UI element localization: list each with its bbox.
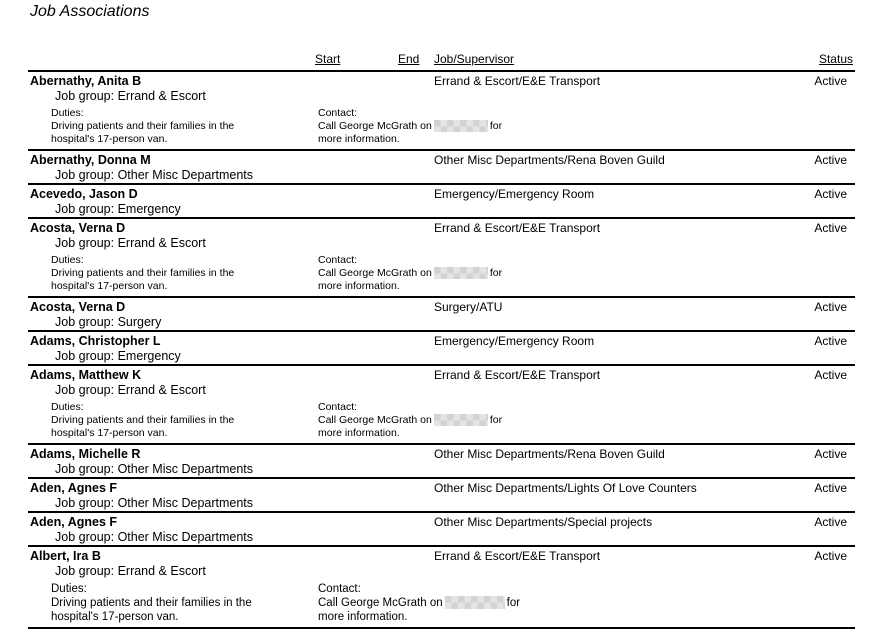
- person-name: Abernathy, Donna M: [30, 153, 151, 167]
- duties-text-line1: Driving patients and their families in the: [51, 120, 235, 132]
- job-group-line: [30, 496, 855, 511]
- job-group-line: [30, 168, 855, 183]
- contact-text-line2: more information.: [318, 280, 400, 292]
- job-group-label: Job group:: [55, 168, 115, 182]
- duties-column: [30, 582, 318, 624]
- job-group-label: Job group:: [55, 496, 115, 510]
- job-group-line: [30, 315, 855, 330]
- job-group-value: Errand & Escort: [117, 89, 206, 103]
- column-header-end: End: [398, 52, 420, 66]
- job-group-value: Errand & Escort: [117, 236, 206, 250]
- job-group-value: Other Misc Departments: [117, 496, 254, 510]
- redacted-phone-block: [434, 120, 488, 132]
- table-body: [28, 72, 855, 629]
- status-value: Active: [814, 221, 847, 235]
- duties-text-line1: Driving patients and their families in the: [51, 267, 235, 279]
- table-row: [28, 366, 855, 445]
- table-row: [28, 151, 855, 185]
- job-group-value: Other Misc Departments: [117, 462, 254, 476]
- contact-after-redaction: for: [489, 120, 503, 132]
- column-header-start: Start: [315, 52, 341, 66]
- contact-text-line1: [318, 120, 855, 133]
- status-value: Active: [814, 187, 847, 201]
- status-value: Active: [814, 153, 847, 167]
- contact-text-line2: more information.: [318, 133, 400, 145]
- job-group-label: Job group:: [55, 89, 115, 103]
- duties-column: [30, 254, 318, 293]
- table-row: [28, 332, 855, 366]
- job-supervisor-value: Errand & Escort/E&E Transport: [434, 74, 601, 88]
- contact-text-line1: [318, 414, 855, 427]
- person-name: Adams, Matthew K: [30, 368, 142, 382]
- job-supervisor-value: Other Misc Departments/Rena Boven Guild: [434, 447, 665, 461]
- job-group-label: Job group:: [55, 236, 115, 250]
- contact-before-redaction: Call George McGrath on: [318, 414, 432, 426]
- details-block: [30, 254, 855, 293]
- contact-text-line2: more information.: [318, 611, 408, 623]
- contact-column: [318, 254, 855, 293]
- contact-before-redaction: Call George McGrath on: [318, 597, 443, 609]
- person-name: Albert, Ira B: [30, 549, 101, 563]
- table-row: [28, 479, 855, 513]
- job-group-line: [30, 383, 855, 398]
- contact-text-line1: [318, 267, 855, 280]
- table-row: [28, 219, 855, 298]
- status-value: Active: [814, 300, 847, 314]
- job-supervisor-value: Other Misc Departments/Special projects: [434, 515, 653, 529]
- job-group-label: Job group:: [55, 349, 115, 363]
- job-group-line: [30, 564, 855, 579]
- contact-label: Contact:: [318, 254, 358, 266]
- duties-text-line2: hospital's 17-person van.: [51, 280, 168, 292]
- contact-after-redaction: for: [506, 597, 521, 609]
- contact-before-redaction: Call George McGrath on: [318, 120, 432, 132]
- table-row: [28, 513, 855, 547]
- status-value: Active: [814, 447, 847, 461]
- person-name: Adams, Michelle R: [30, 447, 141, 461]
- job-group-label: Job group:: [55, 383, 115, 397]
- job-group-value: Other Misc Departments: [117, 530, 254, 544]
- duties-label: Duties:: [51, 401, 84, 413]
- duties-text-line2: hospital's 17-person van.: [51, 133, 168, 145]
- contact-after-redaction: for: [489, 267, 503, 279]
- job-group-line: [30, 89, 855, 104]
- job-group-value: Errand & Escort: [117, 383, 206, 397]
- report-page: [0, 3, 880, 629]
- status-value: Active: [814, 481, 847, 495]
- contact-text-line2: more information.: [318, 427, 400, 439]
- table-header-row: [28, 52, 855, 72]
- job-group-label: Job group:: [55, 202, 115, 216]
- job-group-line: [30, 202, 855, 217]
- job-group-value: Emergency: [117, 349, 181, 363]
- job-group-value: Emergency: [117, 202, 181, 216]
- details-block: [30, 582, 855, 624]
- job-group-label: Job group:: [55, 462, 115, 476]
- contact-before-redaction: Call George McGrath on: [318, 267, 432, 279]
- contact-label: Contact:: [318, 401, 358, 413]
- duties-label: Duties:: [51, 254, 84, 266]
- table-row: [28, 547, 855, 629]
- contact-label: Contact:: [318, 583, 361, 595]
- job-supervisor-value: Other Misc Departments/Lights Of Love Counters: [434, 481, 697, 495]
- job-group-value: Other Misc Departments: [117, 168, 254, 182]
- duties-column: [30, 401, 318, 440]
- duties-text-line1: Driving patients and their families in the: [51, 414, 235, 426]
- details-block: [30, 107, 855, 146]
- job-group-line: [30, 530, 855, 545]
- job-supervisor-value: Emergency/Emergency Room: [434, 334, 595, 348]
- job-group-value: Surgery: [117, 315, 162, 329]
- status-value: Active: [814, 515, 847, 529]
- person-name: Aden, Agnes F: [30, 515, 118, 529]
- column-header-job-supervisor: Job/Supervisor: [434, 52, 515, 66]
- person-name: Acevedo, Jason D: [30, 187, 138, 201]
- redacted-phone-block: [445, 596, 505, 609]
- job-group-line: [30, 236, 855, 251]
- status-value: Active: [814, 74, 847, 88]
- job-group-line: [30, 349, 855, 364]
- table-row: [28, 445, 855, 479]
- job-group-label: Job group:: [55, 315, 115, 329]
- table-row: [28, 72, 855, 151]
- person-name: Acosta, Verna D: [30, 300, 126, 314]
- redacted-phone-block: [434, 267, 488, 279]
- job-supervisor-value: Emergency/Emergency Room: [434, 187, 595, 201]
- duties-text-line2: hospital's 17-person van.: [51, 427, 168, 439]
- duties-column: [30, 107, 318, 146]
- table-row: [28, 185, 855, 219]
- person-name: Acosta, Verna D: [30, 221, 126, 235]
- job-group-label: Job group:: [55, 564, 115, 578]
- job-group-value: Errand & Escort: [117, 564, 206, 578]
- details-block: [30, 401, 855, 440]
- status-value: Active: [814, 334, 847, 348]
- duties-label: Duties:: [51, 107, 84, 119]
- contact-column: [318, 582, 855, 624]
- contact-text-line1: [318, 596, 855, 610]
- contact-column: [318, 107, 855, 146]
- redacted-phone-block: [434, 414, 488, 426]
- contact-label: Contact:: [318, 107, 358, 119]
- job-supervisor-value: Errand & Escort/E&E Transport: [434, 221, 601, 235]
- job-supervisor-value: Errand & Escort/E&E Transport: [434, 368, 601, 382]
- status-value: Active: [814, 549, 847, 563]
- duties-text-line1: Driving patients and their families in the: [51, 597, 252, 609]
- table-row: [28, 298, 855, 332]
- duties-text-line2: hospital's 17-person van.: [51, 611, 179, 623]
- status-value: Active: [814, 368, 847, 382]
- contact-column: [318, 401, 855, 440]
- job-supervisor-value: Other Misc Departments/Rena Boven Guild: [434, 153, 665, 167]
- column-header-status: Status: [818, 52, 853, 66]
- job-supervisor-value: Errand & Escort/E&E Transport: [434, 549, 601, 563]
- job-group-line: [30, 462, 855, 477]
- page-title: Job Associations: [30, 3, 150, 20]
- job-group-label: Job group:: [55, 530, 115, 544]
- person-name: Adams, Christopher L: [30, 334, 161, 348]
- duties-label: Duties:: [51, 583, 87, 595]
- person-name: Aden, Agnes F: [30, 481, 118, 495]
- contact-after-redaction: for: [489, 414, 503, 426]
- job-supervisor-value: Surgery/ATU: [434, 300, 503, 314]
- person-name: Abernathy, Anita B: [30, 74, 142, 88]
